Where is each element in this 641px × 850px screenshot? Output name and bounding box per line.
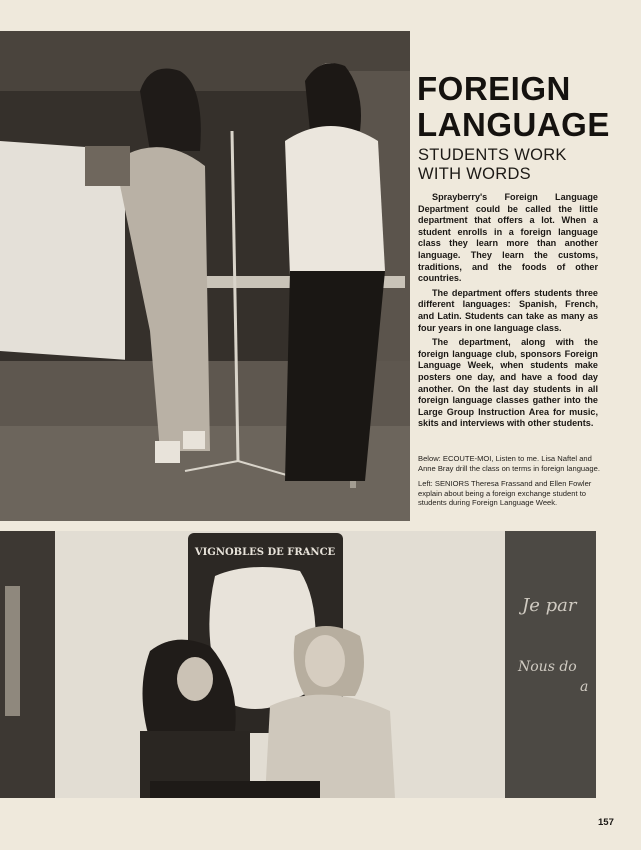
classroom-photo-icon (0, 531, 596, 798)
subhead (418, 146, 618, 184)
paragraph-2: The department offers students three different languages: Spanish, French, and Latin. Students can take as many as four years in one language class. (418, 287, 598, 333)
headline (417, 71, 637, 143)
bottom-photo (0, 531, 596, 798)
article-body (418, 192, 598, 433)
caption-left: Left: SENIORS Theresa Frassand and Ellen Fowler explain about being a foreign exchange student to students during Foreign Language Week. (418, 479, 592, 508)
top-photo (0, 31, 410, 521)
paragraph-3: The department, along with the foreign language club, sponsors Foreign Language Week, when students make posters one day, and have a food day another. On the last day students in all foreign language classes gather into the Large Group Instruction Area for music, skits and interviews with other students. (418, 337, 598, 429)
subhead-line-1: STUDENTS WORK (418, 146, 567, 164)
photo-captions (418, 454, 601, 514)
headline-line-1: FOREIGN (417, 70, 571, 107)
poster-text: VIGNOBLES DE FRANCE (194, 547, 336, 558)
caption-below: Below: ECOUTE-MOI, Listen to me. Lisa Naftel and Anne Bray drill the class on terms in foreign language. (418, 454, 600, 473)
stage-photo-icon (0, 31, 410, 521)
subhead-line-2: WITH WORDS (418, 165, 531, 183)
chalk-line-3: a (580, 679, 589, 695)
paragraph-1: Sprayberry's Foreign Language Department could be called the little department that offers a lot. When a student enrolls in a foreign language class they learn more than another language. They learn the customs, traditions, and the foods of other countries. (418, 192, 598, 284)
page-number: 157 (598, 817, 614, 828)
chalk-line-2: Nous do (518, 659, 577, 675)
headline-line-2: LANGUAGE (417, 106, 610, 143)
chalk-line-1: Je par (522, 595, 577, 616)
